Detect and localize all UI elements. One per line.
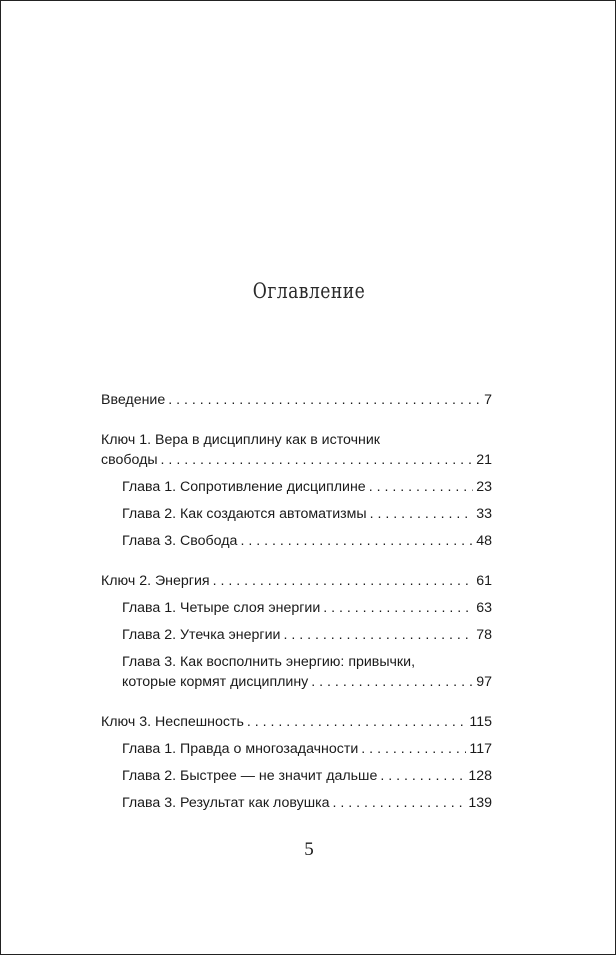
toc-entry-introduction[interactable] — [101, 390, 492, 410]
dot-leader — [161, 450, 474, 470]
table-of-contents — [101, 390, 492, 820]
toc-entry-page: 63 — [476, 600, 492, 616]
toc-entry-title: Глава 2. Утечка энергии — [122, 627, 281, 643]
dot-leader — [323, 598, 473, 618]
dot-leader — [361, 739, 466, 759]
toc-entry-page: 139 — [468, 795, 492, 811]
dot-leader — [333, 793, 466, 813]
toc-entry-page: 33 — [476, 506, 492, 522]
dot-leader — [240, 531, 473, 551]
dot-leader — [213, 571, 474, 591]
toc-entry-key-2-chapter-2[interactable] — [101, 625, 492, 645]
toc-entry-key-1-chapter-2[interactable] — [101, 504, 492, 524]
toc-entry-title: Глава 1. Правда о многозадачности — [122, 741, 359, 757]
toc-entry-title-line1: Глава 3. Как восполнить энергию: привычки, — [122, 654, 416, 670]
dot-leader — [168, 390, 481, 410]
toc-entry-title-line2: которые кормят дисциплину — [122, 674, 309, 690]
toc-entry-title: Глава 1. Четыре слоя энергии — [122, 600, 321, 616]
toc-entry-title: Глава 2. Быстрее — не значит дальше — [122, 768, 378, 784]
toc-entry-title: Глава 3. Результат как ловушка — [122, 795, 330, 811]
toc-entry-key-1[interactable] — [101, 430, 492, 470]
dot-leader — [247, 712, 467, 732]
toc-entry-key-3[interactable] — [101, 712, 492, 732]
toc-entry-page: 48 — [476, 533, 492, 549]
toc-entry-page: 115 — [469, 714, 492, 730]
toc-entry-page: 97 — [476, 674, 492, 690]
toc-entry-key-3-chapter-3[interactable] — [101, 793, 492, 813]
page-title: Оглавление — [252, 279, 366, 303]
toc-entry-page: 21 — [476, 452, 492, 468]
page-number: 5 — [304, 839, 314, 860]
section-gap — [101, 558, 492, 571]
toc-entry-title: Введение — [101, 392, 166, 408]
dot-leader — [311, 672, 473, 692]
toc-entry-key-1-chapter-3[interactable] — [101, 531, 492, 551]
toc-entry-key-1-chapter-1[interactable] — [101, 477, 492, 497]
toc-entry-key-2-chapter-1[interactable] — [101, 598, 492, 618]
dot-leader — [369, 477, 474, 497]
toc-entry-title: Ключ 3. Неспешность — [101, 714, 244, 730]
toc-entry-title-line1: Ключ 1. Вера в дисциплину как в источник — [101, 432, 380, 448]
toc-entry-key-2[interactable] — [101, 571, 492, 591]
section-gap — [101, 417, 492, 430]
dot-leader — [380, 766, 465, 786]
dot-leader — [283, 625, 473, 645]
toc-entry-key-3-chapter-2[interactable] — [101, 766, 492, 786]
toc-entry-page: 117 — [469, 741, 492, 757]
toc-entry-title: Ключ 2. Энергия — [101, 573, 210, 589]
section-gap — [101, 699, 492, 712]
toc-entry-page: 23 — [476, 479, 492, 495]
toc-entry-page: 78 — [476, 627, 492, 643]
toc-entry-key-2-chapter-3[interactable] — [101, 652, 492, 692]
toc-entry-title-line2: свободы — [101, 452, 158, 468]
toc-entry-title: Глава 2. Как создаются автоматизмы — [122, 506, 367, 522]
dot-leader — [370, 504, 474, 524]
toc-entry-title: Глава 3. Свобода — [122, 533, 238, 549]
toc-entry-page: 7 — [484, 392, 492, 408]
toc-entry-title: Глава 1. Сопротивление дисциплине — [122, 479, 366, 495]
toc-entry-page: 61 — [476, 573, 492, 589]
toc-entry-key-3-chapter-1[interactable] — [101, 739, 492, 759]
toc-entry-page: 128 — [468, 768, 492, 784]
